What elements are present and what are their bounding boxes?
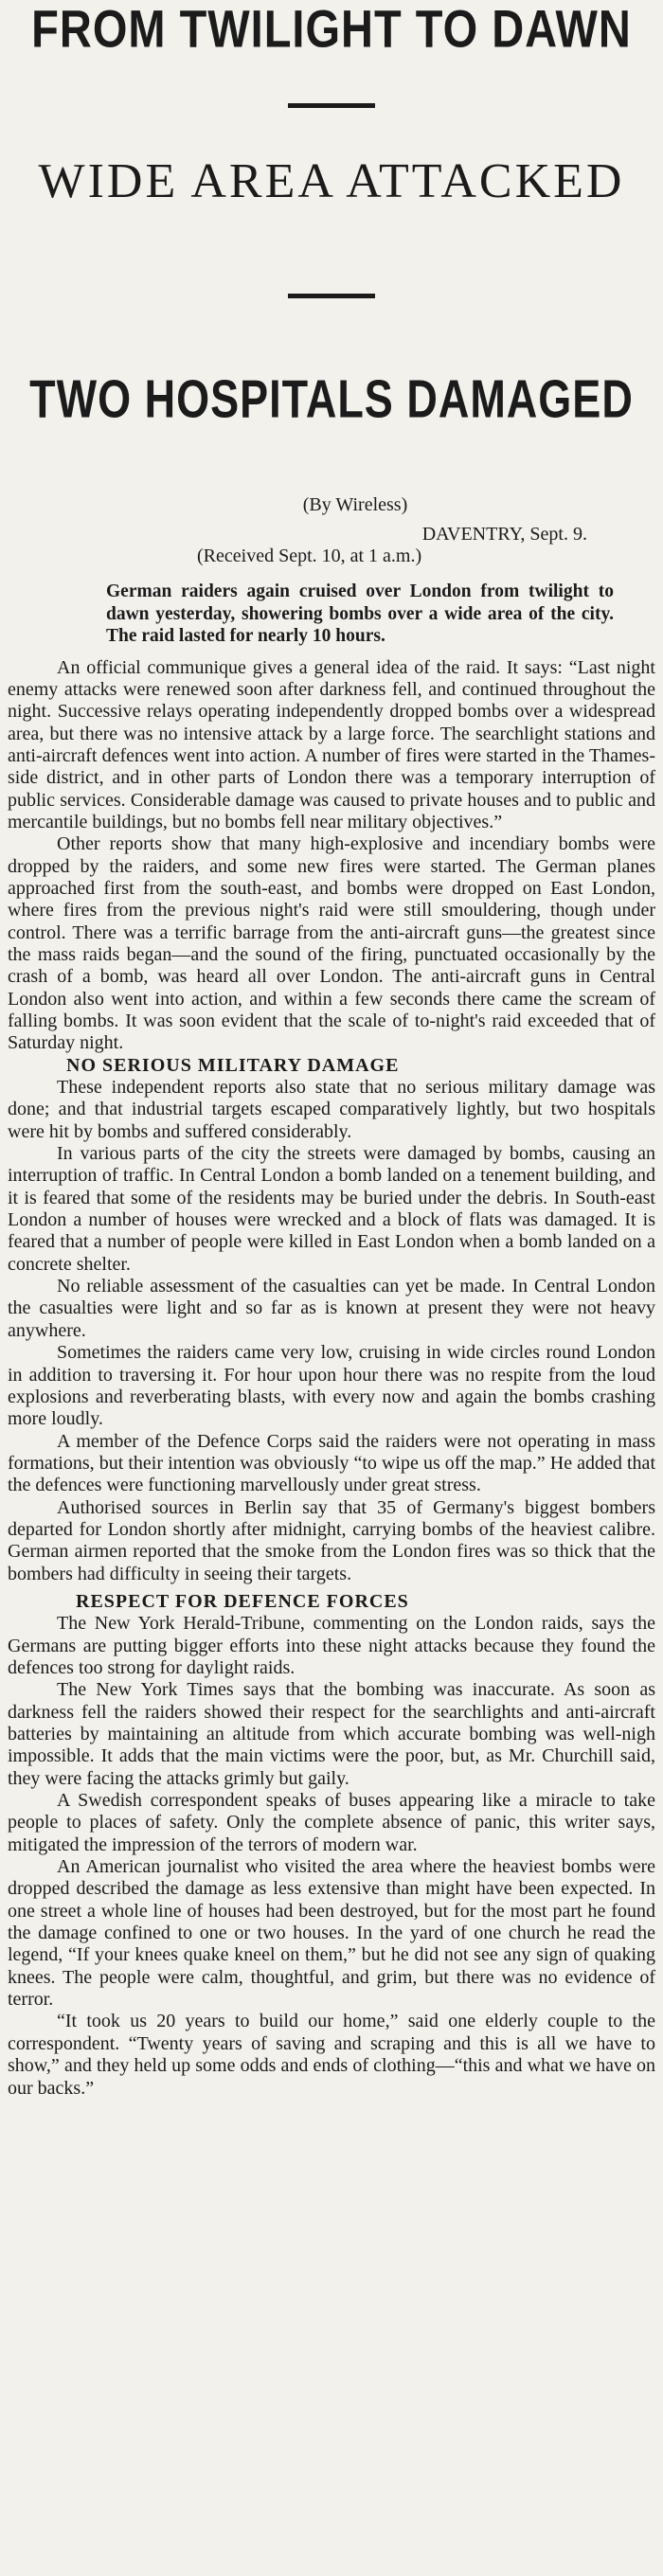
paragraph: In various parts of the city the streets were damaged by bombs, causing an interruption of traffic. In Central London a bomb landed on a tenement building, and it is feared that some of the residents may be buried under the debris. In South-east London a number of houses were wrecked and a block of flats was damaged. It is feared that a number of people were killed in East London when a bomb landed on a concrete shelter. — [8, 1143, 655, 1275]
paragraph: Other reports show that many high-explosive and incendiary bombs were dropped by the raiders, and some new fires were started. The German planes approached first from the south-east, and bombs were dropped on East London, where fires from the previous night's raid were still smouldering, though under control. There was a terrific barrage from the anti-aircraft guns—the greatest since the mass raids began—and the sound of the firing, punctuated occasionally by the crash of a bomb, was heard all over London. The anti-aircraft guns in Central London also went into action, and within a few seconds there came the scream of falling bombs. It was soon evident that the scale of to-night's raid exceeded that of Saturday night. — [8, 833, 655, 1054]
byline: (By Wireless) — [302, 494, 408, 515]
paragraph: The New York Times says that the bombing was inaccurate. As soon as darkness fell the raiders showed their respect for the searchlights and anti-aircraft batteries by maintaining an altitude from which accurate bombing was well-nigh impossible. It adds that the main victims were the poor, but, as Mr. Churchill said, they were facing the attacks grimly but gaily. — [8, 1679, 655, 1789]
lede-paragraph: German raiders again cruised over London from twilight to dawn yesterday, showering bombs over a wide area of the city. The raid lasted for nearly 10 hours. — [106, 581, 614, 646]
paragraph: An American journalist who visited the area where the heaviest bombs were dropped described the damage as less extensive than might have been expected. In one street a whole line of houses had been destroyed, but for the most part he found the damage confined to one or two houses. In the yard of one church he read the legend, “If your knees quake kneel on them,” but he did not see any sign of quaking knees. The people were calm, thoughtful, and grim, but there was no evidence of terror. — [8, 1856, 655, 2011]
paragraph: No reliable assessment of the casualties can yet be made. In Central London the casualties were light and so far as is known at present they were not heavy anywhere. — [8, 1276, 655, 1341]
article-body — [8, 657, 655, 2100]
paragraph: These independent reports also state that no serious military damage was done; and that industrial targets escaped comparatively lightly, but two hospitals were hit by bombs and suffered considerably. — [8, 1077, 655, 1142]
main-headline: FROM TWILIGHT TO DAWN — [31, 0, 632, 59]
paragraph: An official communique gives a general idea of the raid. It says: “Last night enemy attacks were renewed soon after darkness fell, and continued throughout the night. Successive relays operating independently dropped bombs over a widespread area, but there was no intensive attack by a large force. The searchlight stations and anti-aircraft defences went into action. A number of fires were started in the Thames-side district, and in other parts of London there was a temporary interruption of public services. Considerable damage was caused to private houses and to public and mercantile buildings, but no bombs fell near military objectives.” — [8, 656, 655, 832]
dateline-place: DAVENTRY, Sept. 9. — [421, 524, 587, 545]
paragraph: A member of the Defence Corps said the raiders were not operating in mass formations, but their intention was obviously “to wipe us off the map.” He added that the defences were functioning marvellously under great stress. — [8, 1430, 655, 1496]
paragraph: A Swedish correspondent speaks of buses appearing like a miracle to take people to places of safety. Only the complete absence of panic, this writer says, mitigated the impression of the terrors of modern war. — [8, 1790, 655, 1855]
paragraph: Authorised sources in Berlin say that 35 of Germany's biggest bombers departed for London shortly after midnight, carrying bombs of the heaviest calibre. German airmen reported that the smoke from the London fires was so thick that the bombers had difficulty in seeing their targets. — [8, 1496, 655, 1584]
second-headline: WIDE AREA ATTACKED — [38, 154, 625, 208]
third-headline: TWO HOSPITALS DAMAGED — [29, 368, 634, 429]
dateline-received: (Received Sept. 10, at 1 a.m.) — [197, 546, 422, 566]
subheading: RESPECT FOR DEFENCE FORCES — [76, 1590, 409, 1612]
subheading: NO SERIOUS MILITARY DAMAGE — [66, 1054, 400, 1076]
headline-divider — [288, 294, 375, 298]
paragraph: Sometimes the raiders came very low, cruising in wide circles round London in addition to traversing it. For hour upon hour there was no respite from the loud explosions and reverberating blasts, with every now and again the bombs crashing more loudly. — [8, 1342, 655, 1430]
paragraph: The New York Herald-Tribune, commenting on the London raids, says the Germans are putting bigger efforts into these night attacks because they found the defences too strong for daylight raids. — [8, 1613, 655, 1678]
headline-divider — [288, 103, 375, 108]
paragraph: “It took us 20 years to build our home,” said one elderly couple to the correspondent. “Twenty years of saving and scraping and this is all we have to show,” and they held up some odds and ends of clothing—“this and what we have on our backs.” — [8, 2011, 655, 2099]
